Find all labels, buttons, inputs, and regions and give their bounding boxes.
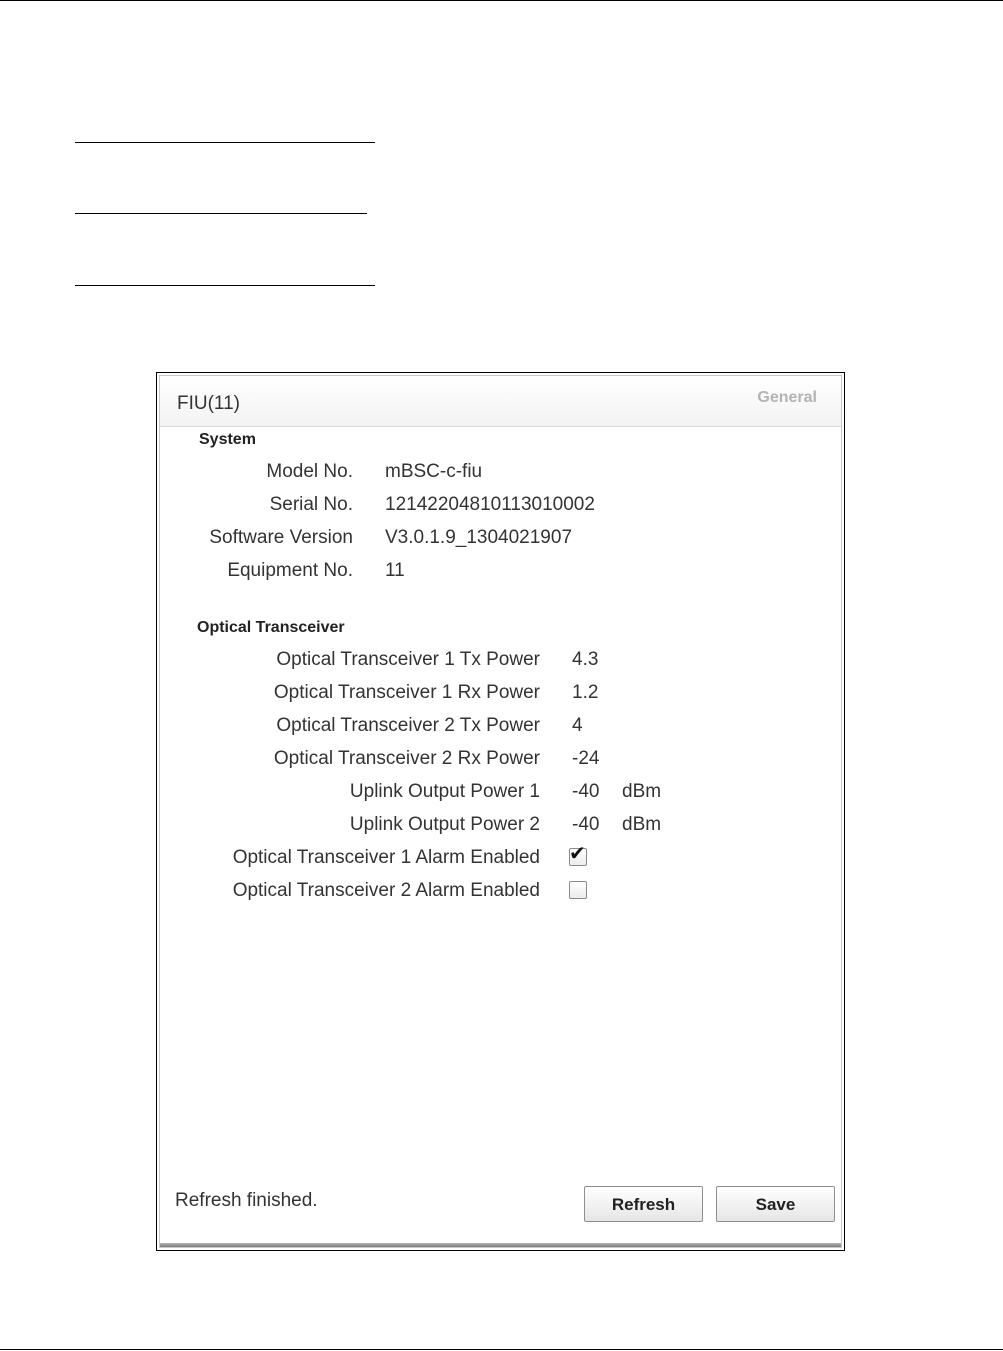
equipment-no-value: 11: [385, 560, 405, 581]
panel-bottom-bar: [160, 1243, 841, 1247]
model-no-value: mBSC-c-fiu: [385, 461, 483, 482]
uplink-output-power-1-value: -40: [572, 781, 600, 802]
system-section-heading: System: [199, 431, 256, 448]
uplink-output-power-2-value: -40: [572, 814, 600, 835]
optical-transceiver-section-heading: Optical Transceiver: [197, 619, 345, 636]
panel-body: [159, 375, 842, 1248]
panel-title: FIU(11): [177, 393, 240, 414]
ot1-tx-power-label: Optical Transceiver 1 Tx Power: [276, 649, 540, 670]
ot2-tx-power-value: 4: [572, 715, 583, 736]
tab-general[interactable]: General: [757, 389, 817, 406]
uplink-output-power-1-unit: dBm: [622, 781, 662, 802]
ot1-alarm-enabled-checkbox[interactable]: [569, 841, 587, 866]
uplink-output-power-2-label: Uplink Output Power 2: [349, 814, 540, 835]
model-no-label: Model No.: [266, 461, 353, 482]
save-button[interactable]: Save: [716, 1186, 835, 1222]
ot1-tx-power-value: 4.3: [572, 649, 599, 670]
ot1-rx-power-label: Optical Transceiver 1 Rx Power: [273, 682, 540, 703]
panel-header: [160, 376, 841, 427]
document-line: [75, 213, 367, 214]
uplink-output-power-1-label: Uplink Output Power 1: [349, 781, 540, 802]
software-version-value: V3.0.1.9_1304021907: [385, 527, 573, 548]
ot1-alarm-enabled-label: Optical Transceiver 1 Alarm Enabled: [232, 847, 540, 868]
document-line: [75, 285, 375, 286]
ot2-alarm-enabled-label: Optical Transceiver 2 Alarm Enabled: [232, 880, 540, 901]
page-top-rule: [0, 0, 1003, 1]
equipment-no-label: Equipment No.: [227, 560, 353, 581]
page-bottom-rule: [0, 1349, 1003, 1350]
ot2-rx-power-label: Optical Transceiver 2 Rx Power: [273, 748, 540, 769]
checkmark-icon: ✔: [569, 841, 586, 865]
serial-no-label: Serial No.: [269, 494, 353, 515]
ot2-alarm-enabled-checkbox[interactable]: [569, 881, 587, 899]
ot1-rx-power-value: 1.2: [572, 682, 599, 703]
status-message: Refresh finished.: [175, 1190, 318, 1211]
serial-no-value: 12142204810113010002: [385, 494, 595, 515]
ot2-tx-power-label: Optical Transceiver 2 Tx Power: [276, 715, 540, 736]
uplink-output-power-2-unit: dBm: [622, 814, 662, 835]
document-line: [75, 142, 375, 143]
ot2-rx-power-value: -24: [572, 748, 600, 769]
fiu-settings-panel: [156, 372, 845, 1251]
refresh-button[interactable]: Refresh: [584, 1186, 703, 1222]
software-version-label: Software Version: [209, 527, 353, 548]
